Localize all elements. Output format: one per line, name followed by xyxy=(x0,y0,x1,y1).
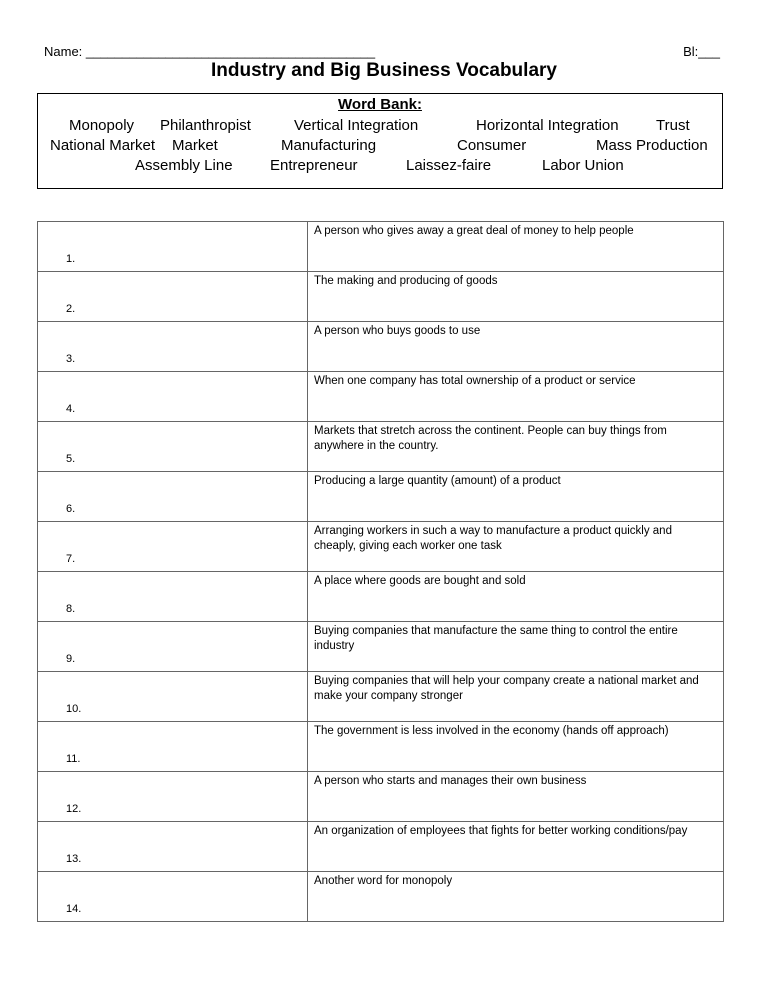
definition-text: A person who starts and manages their own business xyxy=(314,775,587,787)
word-bank-term: Assembly Line xyxy=(135,157,233,174)
vocabulary-table xyxy=(37,221,724,922)
word-bank-term: Monopoly xyxy=(69,117,135,134)
definition-text: The making and producing of goods xyxy=(314,275,498,287)
table-row xyxy=(38,372,724,422)
row-number: 12. xyxy=(66,803,82,815)
row-number: 6. xyxy=(66,503,76,515)
row-number: 10. xyxy=(66,703,82,715)
definition-cell xyxy=(308,522,724,572)
answer-cell[interactable] xyxy=(38,522,308,572)
block-field-label[interactable]: Bl:___ xyxy=(683,44,720,59)
answer-cell[interactable] xyxy=(38,722,308,772)
word-bank-term: Entrepreneur xyxy=(270,157,358,174)
answer-cell[interactable] xyxy=(38,372,308,422)
word-bank-term: Laissez-faire xyxy=(406,157,492,174)
word-bank-box xyxy=(37,93,723,189)
answer-cell[interactable] xyxy=(38,872,308,922)
row-number: 14. xyxy=(66,903,82,915)
table-row xyxy=(38,222,724,272)
answer-cell[interactable] xyxy=(38,472,308,522)
table-row xyxy=(38,572,724,622)
answer-cell[interactable] xyxy=(38,672,308,722)
definition-cell xyxy=(308,422,724,472)
answer-cell[interactable] xyxy=(38,422,308,472)
row-number: 8. xyxy=(66,603,76,615)
word-bank-term: Mass Production xyxy=(596,137,708,154)
word-bank-term: Labor Union xyxy=(542,157,624,174)
definition-cell xyxy=(308,722,724,772)
answer-cell[interactable] xyxy=(38,322,308,372)
word-bank-term: National Market xyxy=(50,137,156,154)
table-row xyxy=(38,272,724,322)
table-row xyxy=(38,522,724,572)
definition-text: A place where goods are bought and sold xyxy=(314,575,526,587)
table-row xyxy=(38,872,724,922)
definition-text: A person who gives away a great deal of money to help people xyxy=(314,225,634,237)
definition-text: Markets that stretch across the continent. People can buy things from anywhere in the country. xyxy=(314,425,667,452)
row-number: 2. xyxy=(66,303,76,315)
definition-text: The government is less involved in the economy (hands off approach) xyxy=(314,725,669,737)
definition-cell xyxy=(308,572,724,622)
table-row xyxy=(38,722,724,772)
definition-cell xyxy=(308,472,724,522)
definition-cell xyxy=(308,622,724,672)
word-bank-term: Trust xyxy=(656,117,690,134)
word-bank-term: Consumer xyxy=(457,137,527,154)
definition-text: Producing a large quantity (amount) of a product xyxy=(314,475,561,487)
definition-text: Buying companies that will help your company create a national market and make your company stronger xyxy=(314,675,699,702)
definition-text: An organization of employees that fights for better working conditions/pay xyxy=(314,825,688,837)
table-row xyxy=(38,322,724,372)
definition-text: When one company has total ownership of a product or service xyxy=(314,375,636,387)
definition-cell xyxy=(308,222,724,272)
definition-cell xyxy=(308,872,724,922)
word-bank-title: Word Bank: xyxy=(338,96,422,113)
answer-cell[interactable] xyxy=(38,572,308,622)
answer-cell[interactable] xyxy=(38,222,308,272)
answer-cell[interactable] xyxy=(38,822,308,872)
answer-cell[interactable] xyxy=(38,622,308,672)
row-number: 9. xyxy=(66,653,76,665)
definition-cell xyxy=(308,322,724,372)
table-row xyxy=(38,672,724,722)
definition-cell xyxy=(308,272,724,322)
definition-cell xyxy=(308,672,724,722)
definition-cell xyxy=(308,822,724,872)
row-number: 3. xyxy=(66,353,76,365)
table-row xyxy=(38,472,724,522)
definition-text: Arranging workers in such a way to manufacture a product quickly and cheaply, giving each worker one task xyxy=(314,525,672,552)
table-row xyxy=(38,772,724,822)
definition-cell xyxy=(308,772,724,822)
row-number: 7. xyxy=(66,553,76,565)
definition-text: Another word for monopoly xyxy=(314,875,453,887)
row-number: 1. xyxy=(66,253,76,265)
definition-cell xyxy=(308,372,724,422)
word-bank-term: Market xyxy=(172,137,218,154)
table-row xyxy=(38,822,724,872)
definition-text: Buying companies that manufacture the same thing to control the entire industry xyxy=(314,625,678,652)
table-row xyxy=(38,422,724,472)
row-number: 13. xyxy=(66,853,82,865)
name-field-label[interactable]: Name: ________________________________________ xyxy=(44,44,376,59)
row-number: 11. xyxy=(66,753,81,765)
table-row xyxy=(38,622,724,672)
definition-text: A person who buys goods to use xyxy=(314,325,481,337)
row-number: 4. xyxy=(66,403,76,415)
word-bank-term: Horizontal Integration xyxy=(476,117,619,134)
page-title: Industry and Big Business Vocabulary xyxy=(211,60,557,81)
word-bank-term: Philanthropist xyxy=(160,117,251,134)
word-bank-term: Vertical Integration xyxy=(294,117,419,134)
answer-cell[interactable] xyxy=(38,272,308,322)
answer-cell[interactable] xyxy=(38,772,308,822)
word-bank-term: Manufacturing xyxy=(281,137,377,154)
row-number: 5. xyxy=(66,453,76,465)
